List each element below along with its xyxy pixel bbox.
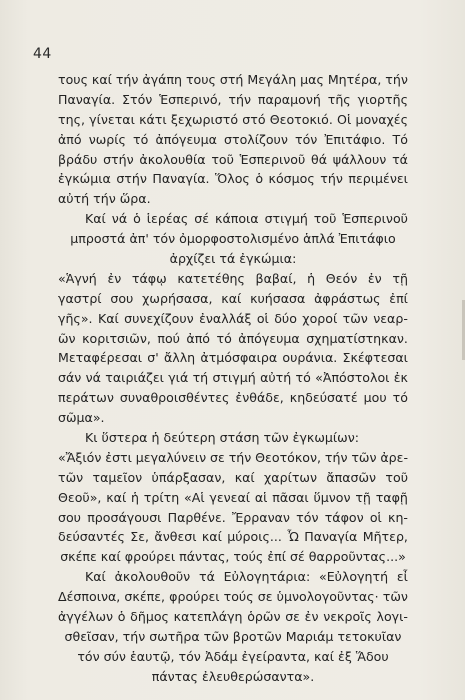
text-line: Καί ἀκολουθοῦν τά Εὐλογητάρια: «Εὐλογητή εἶ (85, 569, 408, 585)
page-number: 44 (33, 46, 52, 62)
text-line: ἀπό νωρίς τό ἀπόγευμα στολίζουν τόν Ἐπιτάφιο. Τό (58, 131, 408, 147)
text-line: σάν νά ταιριάζει γιά τή στιγμή αὐτή τό «Ἀπόστολοι ἐκ (58, 370, 408, 386)
text-line: «Ἄξιόν ἐστι μεγαλύνειν σε τήν Θεοτόκον, τήν τῶν ἀρε- (58, 449, 408, 465)
text-line: περάτων συναθροισθέντες ἐνθάδε, κηδεύσατέ μου τό (58, 390, 408, 406)
text-line: βράδυ στήν ἀκολουθία τοῦ Ἑσπερινοῦ θά ψάλλουν τά (58, 151, 408, 167)
text-line: μπροστά ἀπ' τόν ὀμορφοστολισμένο ἁπλά Ἐπιτάφιο (70, 231, 396, 247)
text-line: γῆς». Καί συνεχίζουν ἐναλλάξ οἱ δύο χοροί τῶν νεαρ- (58, 310, 408, 326)
text-line: πάντας ἐλευθερώσαντα». (151, 668, 315, 684)
text-line: τους καί τήν ἀγάπη τους στή Μεγάλη μας Μητέρα, τήν (58, 72, 408, 87)
text-line: σκέπε καί φρούρει πάντας, τούς ἐπί σέ θαρροῦντας...» (60, 549, 406, 565)
text-line: σου προσάγουσι Παρθένε. Ἔρραναν τόν τάφον οἱ κη- (58, 509, 408, 525)
text-line: Δέσποινα, σκέπε, φρούρει τούς σε ὑμνολογοῦντας· τῶν (58, 589, 408, 605)
text-line: της, γίνεται κάτι ξεχωριστό στό Θεοτοκιό. Οἱ μοναχές (58, 111, 408, 127)
text-line: Θεοῦ», καί ἡ τρίτη «Αἱ γενεαί αἱ πᾶσαι ὕμνον τῇ ταφῇ (58, 489, 408, 505)
text-line: αὐτή τήν ὥρα. (58, 191, 151, 207)
text-line: τῶν ταμεῖον ὑπάρξασαν, καί χαρίτων ἄπασῶν τοῦ (58, 469, 408, 485)
text-line: ἀρχίζει τά ἐγκώμια: (169, 251, 297, 267)
text-line: ἐγκώμια στήν Παναγία. Ὅλος ὁ κόσμος τήν περιμένει (58, 171, 408, 187)
body-text (58, 70, 408, 687)
text-line: Μεταφέρεσαι σ' ἄλλη ἀτμόσφαιρα ουράνια. Σκέφτεσαι (58, 350, 408, 366)
text-line: Κι ὕστερα ἡ δεύτερη στάση τῶν ἐγκωμίων: (85, 430, 359, 446)
text-line: σθεῖσαν, τήν σωτῆρα τῶν βροτῶν Μαριάμ τετοκυῖαν (64, 628, 402, 644)
text-line: ἀγγέλων ὁ δῆμος κατεπλάγη ὁρῶν σε ἐν νεκροῖς λογι- (58, 609, 408, 625)
text-line: «Ἁγνή ἐν τάφῳ κατετέθης βαβαί, ἡ Θεόν ἐν τῇ (58, 270, 408, 286)
text-line: ῶν κοριτσιῶν, πού ἀπό τό ἀπόγευμα σχηματίστηκαν. (58, 330, 408, 346)
text-line: σῶμα». (58, 410, 105, 426)
text-line: δεύσαντές Σε, ἄνθεσι καί μύροις... Ὦ Παναγία Μῆτερ, (58, 529, 408, 545)
text-line: Παναγία. Στόν Ἑσπερινό, τήν παραμονή τῆς γιορτῆς (58, 91, 408, 107)
text-line: γαστρί σου χωρήσασα, καί κυήσασα ἀφράστως ἐπί (58, 290, 408, 306)
text-line: Καί νά ὁ ἱερέας σέ κάποια στιγμή τοῦ Ἑσπερινοῦ (85, 211, 408, 227)
text-line: τόν σύν ἑαυτῷ, τόν Ἀδάμ ἐγείραντα, καί ἐξ Ἅδου (77, 648, 389, 664)
